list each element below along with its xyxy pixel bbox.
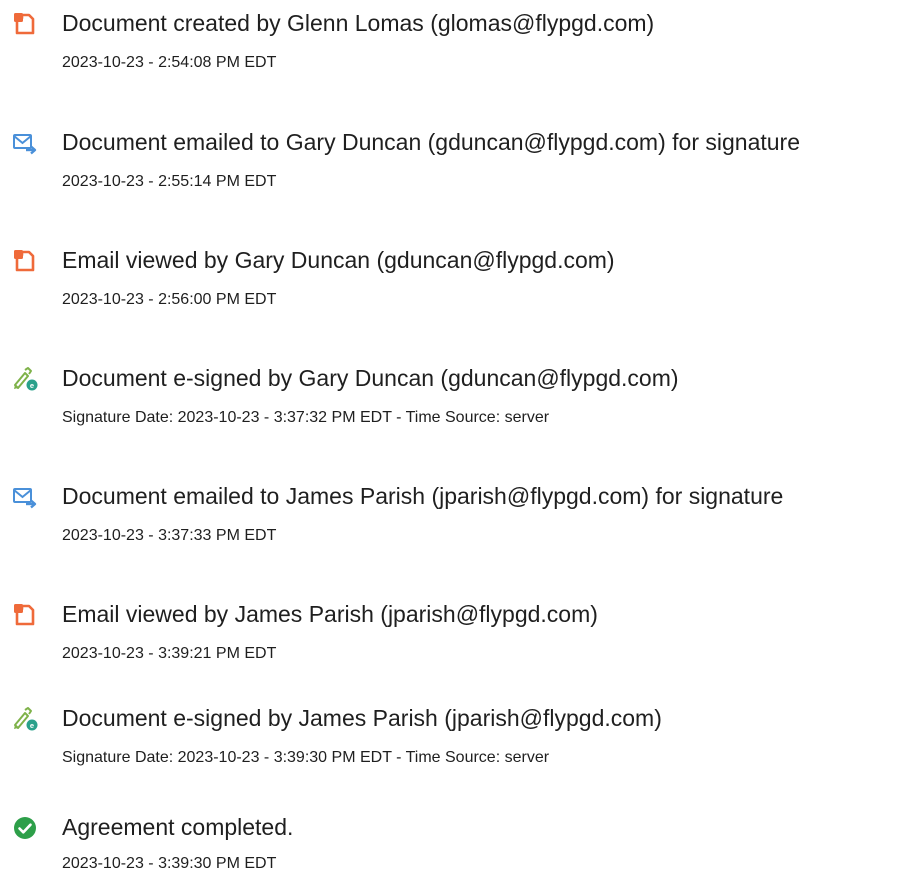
document-created-icon [12,11,38,37]
event-timestamp: 2023-10-23 - 2:56:00 PM EDT [62,291,277,308]
event-timestamp: 2023-10-23 - 2:54:08 PM EDT [62,54,277,71]
event-title: Document emailed to James Parish (jparish@flypgd.com) for signature [62,483,784,509]
svg-text:e: e [29,380,35,390]
event-title: Document created by Glenn Lomas (glomas@flypgd.com) [62,10,655,36]
e-sign-icon [12,706,38,732]
event-timestamp: 2023-10-23 - 2:55:14 PM EDT [62,173,277,190]
event-timestamp: 2023-10-23 - 3:39:30 PM EDT [62,855,277,872]
event-timestamp: 2023-10-23 - 3:39:21 PM EDT [62,645,277,662]
event-title: Email viewed by Gary Duncan (gduncan@flypgd.com) [62,247,615,273]
event-signature-date: Signature Date: 2023-10-23 - 3:39:30 PM EDT - Time Source: server [62,749,550,766]
document-viewed-icon [12,248,38,274]
e-sign-icon [12,366,38,392]
event-title: Document emailed to Gary Duncan (gduncan@flypgd.com) for signature [62,129,800,155]
event-title: Document e-signed by James Parish (jparish@flypgd.com) [62,705,662,731]
svg-text:e: e [29,720,35,730]
event-title: Document e-signed by Gary Duncan (gduncan@flypgd.com) [62,365,679,391]
completed-check-icon [12,815,38,841]
document-viewed-icon [12,602,38,628]
event-signature-date: Signature Date: 2023-10-23 - 3:37:32 PM EDT - Time Source: server [62,409,550,426]
email-sent-icon [12,484,38,510]
event-title: Email viewed by James Parish (jparish@flypgd.com) [62,601,598,627]
event-timestamp: 2023-10-23 - 3:37:33 PM EDT [62,527,277,544]
email-sent-icon [12,130,38,156]
event-title: Agreement completed. [62,814,294,840]
